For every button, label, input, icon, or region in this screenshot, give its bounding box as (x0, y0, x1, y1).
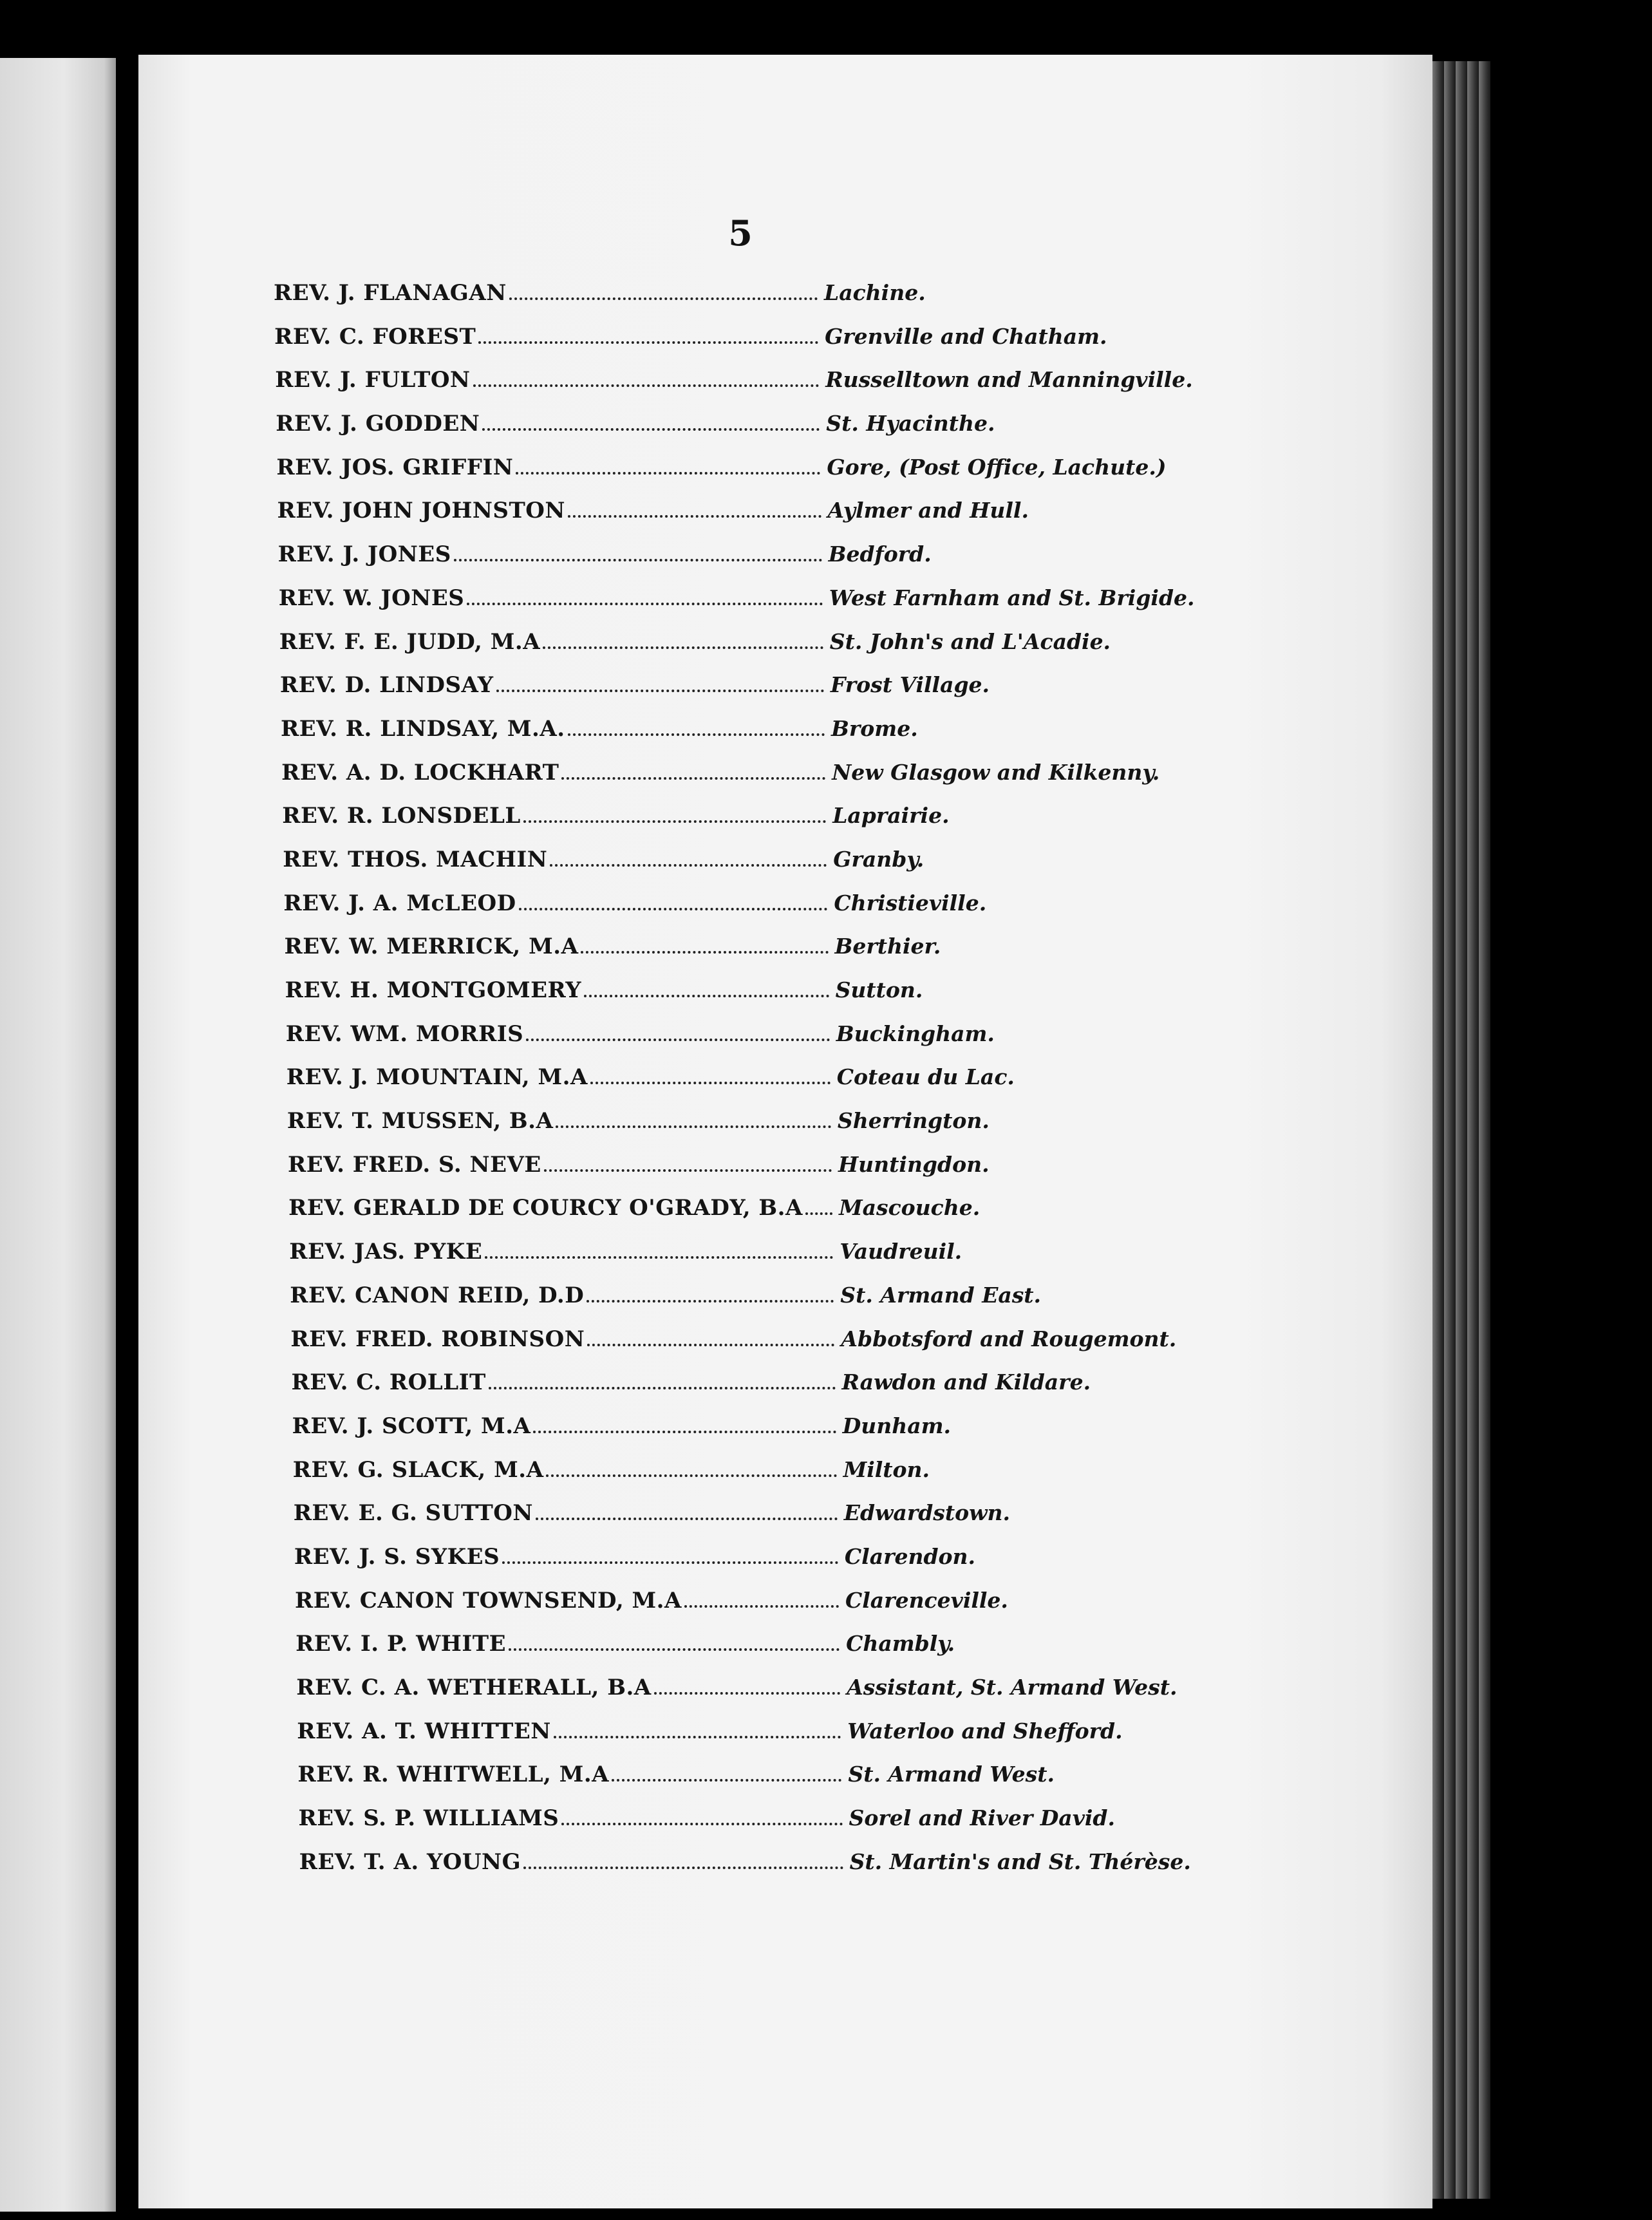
clergy-name-text: REV. CANON TOWNSEND, M.A (295, 1587, 682, 1613)
dot-leader (568, 733, 825, 736)
dot-leader (581, 951, 828, 954)
clergy-name (281, 716, 831, 742)
parish-name: Granby. (833, 846, 925, 872)
clergy-name (282, 803, 832, 829)
clergy-name-text: REV. FRED. S. NEVE (288, 1151, 541, 1178)
dot-leader (612, 1779, 841, 1782)
parish-name: Sherrington. (837, 1108, 990, 1134)
parish-name: Lachine. (824, 280, 926, 305)
list-item (274, 541, 1214, 585)
clergy-name (295, 1588, 845, 1613)
parish-name: Chambly. (846, 1631, 955, 1657)
dot-leader (496, 690, 824, 692)
parish-name: Aylmer and Hull. (827, 498, 1029, 523)
dot-leader (684, 1605, 839, 1608)
parish-name: Edwardstown. (843, 1500, 1010, 1526)
list-item (274, 1718, 1214, 1762)
dot-leader (568, 515, 821, 518)
clergy-name-text: REV. F. E. JUDD, M.A (279, 628, 541, 655)
dot-leader (482, 428, 820, 431)
clergy-name (286, 1064, 837, 1090)
dot-leader (485, 1256, 833, 1259)
clergy-name-text: REV. T. MUSSEN, B.A (286, 1108, 554, 1134)
list-item (274, 629, 1214, 673)
clergy-name-text: REV. J. FLANAGAN (274, 280, 507, 306)
parish-name: Frost Village. (830, 672, 990, 698)
clergy-name (288, 1195, 839, 1221)
dot-leader (536, 1518, 838, 1520)
clergy-list (274, 280, 1214, 1892)
parish-name: New Glasgow and Kilkenny. (832, 759, 1160, 785)
dot-leader (489, 1387, 836, 1389)
list-item (274, 1021, 1214, 1065)
clergy-name (290, 1283, 840, 1308)
clergy-name (285, 977, 836, 1003)
list-item (274, 1064, 1214, 1108)
clergy-name-text: REV. A. D. LOCKHART (281, 759, 559, 785)
clergy-name-text: REV. J. MOUNTAIN, M.A (286, 1064, 588, 1091)
parish-name: St. Armand West. (848, 1762, 1055, 1787)
clergy-name (292, 1369, 842, 1395)
clergy-name-text: REV. W. JONES (278, 585, 465, 611)
list-item (274, 803, 1214, 847)
list-item (274, 1108, 1214, 1152)
list-item (274, 367, 1214, 411)
dot-leader (543, 646, 823, 649)
clergy-name-text: REV. J. SCOTT, M.A (292, 1413, 531, 1439)
parish-name: Grenville and Chatham. (825, 323, 1107, 349)
parish-name: Gore, (Post Office, Lachute.) (827, 454, 1167, 480)
dot-leader (561, 1823, 842, 1825)
clergy-name-text: REV. GERALD DE COURCY O'GRADY, B.A (288, 1195, 803, 1221)
clergy-name (280, 672, 831, 698)
list-item (274, 1675, 1214, 1718)
clergy-name-text: REV. JAS. PYKE (289, 1239, 483, 1265)
parish-name: Bedford. (828, 541, 932, 567)
clergy-name-text: REV. J. GODDEN (276, 411, 480, 437)
clergy-name-text: REV. I. P. WHITE (296, 1631, 506, 1657)
dot-leader (523, 820, 826, 823)
clergy-name-text: REV. D. LINDSAY (279, 672, 494, 699)
parish-name: Berthier. (834, 934, 941, 959)
list-item (274, 847, 1214, 890)
clergy-name (274, 324, 825, 350)
dot-leader (587, 1344, 834, 1346)
list-item (274, 1631, 1214, 1675)
clergy-name (277, 498, 828, 523)
parish-name: Huntingdon. (838, 1151, 990, 1177)
clergy-name (275, 367, 825, 393)
clergy-name-text: REV. C. FOREST (274, 323, 476, 350)
parish-name: Sutton. (835, 977, 923, 1002)
clergy-name-text: REV. C. A. WETHERALL, B.A (296, 1675, 652, 1700)
clergy-name (297, 1718, 847, 1744)
clergy-name (285, 934, 835, 959)
clergy-name (289, 1239, 840, 1265)
dot-leader (544, 1169, 832, 1172)
list-item (274, 1544, 1214, 1588)
clergy-name-text: REV. CANON REID, D.D (290, 1282, 585, 1308)
list-item (274, 977, 1214, 1021)
dot-leader (523, 1867, 843, 1869)
list-item (274, 716, 1214, 760)
dot-leader (556, 1125, 831, 1128)
clergy-name (294, 1544, 845, 1570)
parish-name: Clarenceville. (845, 1587, 1008, 1613)
parish-name: St. Martin's and St. Thérèse. (849, 1848, 1191, 1874)
clergy-name (299, 1849, 850, 1875)
clergy-name (293, 1457, 843, 1483)
book-fore-edge (1432, 61, 1490, 2199)
clergy-name (276, 455, 827, 480)
list-item (274, 1369, 1214, 1413)
clergy-name (294, 1500, 844, 1526)
list-item (274, 455, 1214, 498)
dot-leader (509, 297, 818, 300)
clergy-name (279, 629, 830, 655)
list-item (274, 585, 1214, 629)
parish-name: West Farnham and St. Brigide. (829, 585, 1195, 610)
clergy-name (286, 1021, 836, 1047)
clergy-name-text: REV. J. A. McLEOD (283, 890, 516, 916)
parish-name: Buckingham. (836, 1021, 995, 1046)
clergy-name-text: REV. R. LONSDELL (282, 803, 521, 829)
clergy-name (290, 1326, 841, 1352)
list-item (274, 1326, 1214, 1370)
list-item (274, 1500, 1214, 1544)
list-item (274, 280, 1214, 324)
dot-leader (519, 908, 828, 910)
clergy-name (299, 1805, 849, 1831)
clergy-name (288, 1152, 838, 1178)
clergy-name (287, 1108, 838, 1134)
clergy-name-text: REV. E. G. SUTTON (293, 1500, 533, 1527)
list-item (274, 1195, 1214, 1239)
dot-leader (509, 1648, 840, 1651)
list-item (274, 411, 1214, 455)
parish-name: Dunham. (842, 1413, 951, 1438)
dot-leader (502, 1561, 838, 1564)
clergy-name-text: REV. J. FULTON (275, 367, 471, 393)
dot-leader (478, 341, 818, 344)
dot-leader (587, 1300, 834, 1303)
clergy-name-text: REV. C. ROLLIT (291, 1369, 486, 1396)
clergy-name-text: REV. JOHN JOHNSTON (277, 498, 565, 524)
clergy-name (279, 585, 829, 611)
clergy-name (274, 280, 824, 306)
parish-name: Rawdon and Kildare. (841, 1369, 1091, 1395)
parish-name: Christieville. (834, 890, 987, 916)
dot-leader (546, 1474, 836, 1477)
clergy-name (296, 1631, 846, 1657)
clergy-name-text: REV. R. LINDSAY, M.A. (281, 715, 565, 742)
clergy-name-text: REV. FRED. ROBINSON (290, 1326, 585, 1352)
parish-name: St. Hyacinthe. (826, 411, 995, 437)
clergy-name (278, 541, 829, 567)
list-item (274, 1588, 1214, 1632)
clergy-name (281, 760, 832, 785)
page-number: 5 (728, 212, 753, 254)
clergy-name (292, 1413, 843, 1439)
list-item (274, 324, 1214, 368)
dot-leader (467, 603, 822, 605)
clergy-name (283, 890, 834, 916)
list-item (274, 890, 1214, 934)
parish-name: Clarendon. (844, 1543, 976, 1569)
parish-name: Milton. (843, 1456, 930, 1482)
list-item (274, 672, 1214, 716)
parish-name: Mascouche. (839, 1195, 981, 1221)
clergy-name (276, 411, 826, 437)
clergy-name-text: REV. JOS. GRIFFIN (276, 454, 514, 480)
dot-leader (516, 472, 820, 475)
dot-leader (554, 1736, 841, 1738)
parish-name: Assistant, St. Armand West. (847, 1675, 1178, 1700)
list-item (274, 498, 1214, 541)
parish-name: Coteau du Lac. (836, 1064, 1015, 1090)
dot-leader (584, 995, 829, 997)
parish-name: Sorel and River David. (849, 1805, 1115, 1831)
parish-name: Abbotsford and Rougemont. (841, 1326, 1177, 1351)
dot-leader (654, 1692, 841, 1695)
parish-name: St. John's and L'Acadie. (829, 628, 1111, 654)
clergy-name (296, 1675, 847, 1700)
clergy-name-text: REV. THOS. MACHIN (283, 846, 548, 872)
dot-leader (454, 559, 822, 561)
list-item (274, 1239, 1214, 1283)
clergy-name-text: REV. S. P. WILLIAMS (298, 1805, 559, 1832)
clergy-name-text: REV. G. SLACK, M.A (292, 1456, 544, 1483)
dot-leader (473, 384, 820, 387)
list-item (274, 760, 1214, 804)
list-item (274, 934, 1214, 977)
clergy-name-text: REV. WM. MORRIS (285, 1021, 524, 1047)
list-item (274, 1283, 1214, 1326)
clergy-name-text: REV. J. S. SYKES (294, 1543, 500, 1570)
parish-name: Laprairie. (832, 803, 950, 829)
parish-name: St. Armand East. (840, 1282, 1042, 1308)
parish-name: Vaudreuil. (840, 1239, 962, 1265)
clergy-name (297, 1762, 848, 1787)
parish-name: Waterloo and Shefford. (847, 1718, 1123, 1744)
list-item (274, 1413, 1214, 1457)
clergy-name-text: REV. H. MONTGOMERY (285, 977, 581, 1003)
list-item (274, 1805, 1214, 1849)
dot-leader (805, 1212, 832, 1215)
clergy-name-text: REV. T. A. YOUNG (299, 1848, 521, 1875)
dot-leader (533, 1431, 836, 1433)
clergy-name-text: REV. R. WHITWELL, M.A (297, 1762, 610, 1788)
list-item (274, 1849, 1214, 1893)
list-item (274, 1457, 1214, 1501)
dot-leader (561, 777, 825, 780)
clergy-name-text: REV. J. JONES (277, 541, 451, 568)
clergy-name-text: REV. W. MERRICK, M.A (284, 934, 579, 960)
dot-leader (590, 1082, 831, 1084)
facing-page-edge (0, 58, 116, 2212)
list-item (274, 1762, 1214, 1805)
clergy-name-text: REV. A. T. WHITTEN (297, 1718, 551, 1744)
dot-leader (526, 1039, 830, 1041)
parish-name: Russelltown and Manningville. (825, 367, 1193, 393)
clergy-name (283, 847, 833, 872)
dot-leader (550, 864, 827, 867)
list-item (274, 1152, 1214, 1196)
parish-name: Brome. (831, 715, 918, 741)
